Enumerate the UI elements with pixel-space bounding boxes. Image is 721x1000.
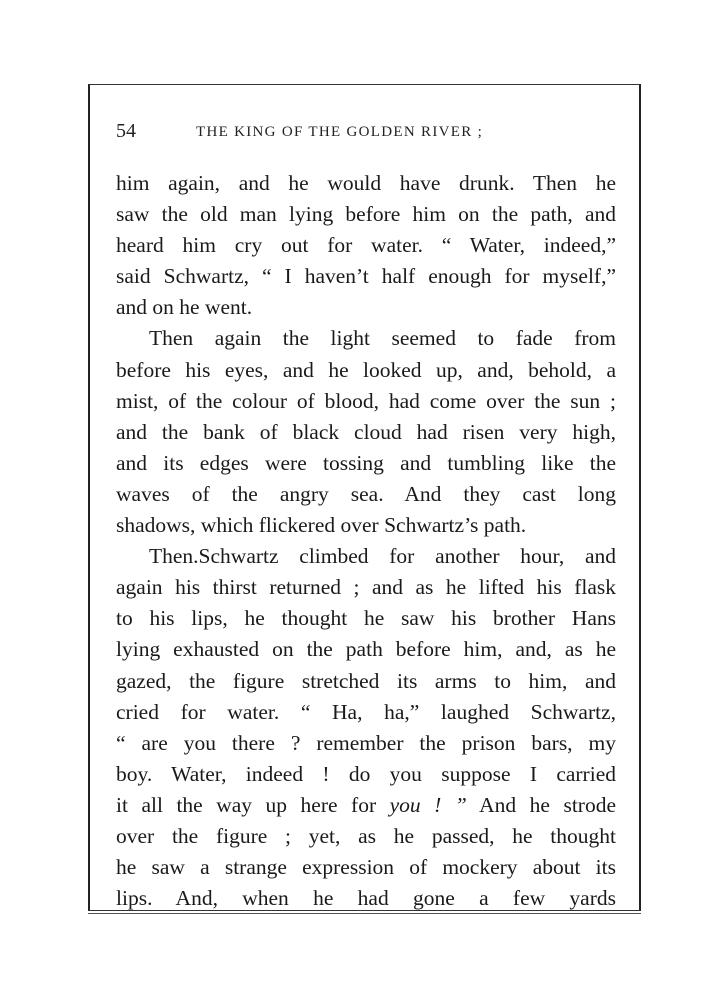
text-line: cried for water. “ Ha, ha,” laughed Schwartz, <box>116 699 616 724</box>
text-line: lying exhausted on the path before him, and, as he <box>116 637 616 662</box>
text-line: said Schwartz, “ I haven’t half enough for myself,” <box>116 264 616 289</box>
text-line: and its edges were tossing and tumbling like the <box>116 450 616 475</box>
text-line: waves of the angry sea. And they cast long <box>116 481 616 506</box>
text-line: him again, and he would have drunk. Then he <box>116 171 616 195</box>
text-line: boy. Water, indeed ! do you suppose I carried <box>116 761 616 786</box>
text-line: shadows, which flickered over Schwartz’s path. <box>116 513 527 538</box>
paragraph-first-line: Then again the light seemed to fade from <box>149 326 616 351</box>
text-line: and the bank of black cloud had risen very high, <box>116 419 616 444</box>
text-line: heard him cry out for water. “ Water, indeed,” <box>116 233 616 258</box>
text-line: gazed, the figure stretched its arms to him, and <box>116 668 616 693</box>
text-line: and on he went. <box>116 295 253 320</box>
running-head <box>116 120 616 150</box>
paragraph-first-line: Then.Schwartz climbed for another hour, and <box>149 544 616 569</box>
chapter-title: THE KING OF THE GOLDEN RIVER ; <box>196 124 484 140</box>
text-line: before his eyes, and he looked up, and, behold, a <box>116 357 616 382</box>
text-segment: it all the way up here for <box>116 792 377 817</box>
body-text <box>116 168 616 914</box>
text-line: lips. And, when he had gone a few yards <box>116 886 616 911</box>
text-line-with-italic <box>116 790 616 821</box>
text-line: to his lips, he thought he saw his brother Hans <box>116 606 616 631</box>
text-line: he saw a strange expression of mockery about its <box>116 855 616 880</box>
text-line: mist, of the colour of blood, had come over the sun ; <box>116 388 616 413</box>
text-line: “ are you there ? remember the prison bars, my <box>116 730 616 755</box>
page-number: 54 <box>116 120 136 142</box>
text-line: again his thirst returned ; and as he lifted his flask <box>116 575 616 600</box>
text-line: over the figure ; yet, as he passed, he thought <box>116 823 616 848</box>
text-segment: And he strode <box>466 792 616 817</box>
text-line: saw the old man lying before him on the path, and <box>116 202 616 227</box>
italic-emphasis: you ! ” <box>389 792 467 817</box>
